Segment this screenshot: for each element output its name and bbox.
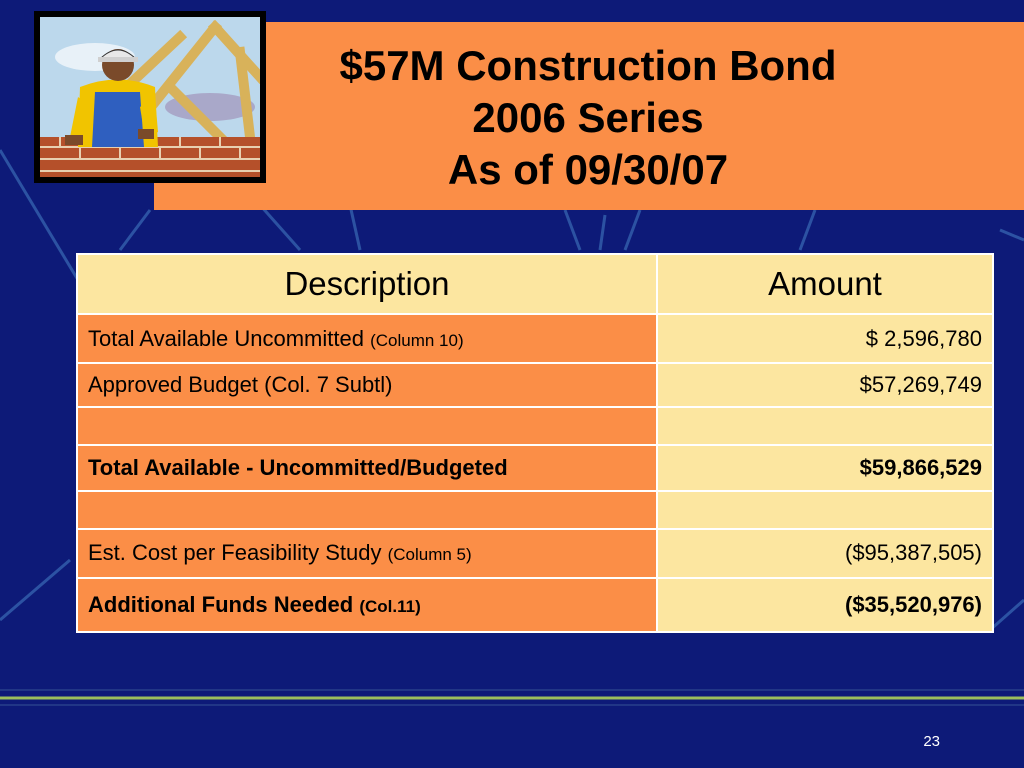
- table-row: [77, 529, 993, 577]
- description-text: Est. Cost per Feasibility Study: [88, 540, 382, 566]
- table-row-total: [77, 578, 993, 632]
- description-text: Additional Funds Needed: [88, 591, 354, 617]
- table-row-total: [77, 445, 993, 490]
- row-amount: [657, 491, 993, 529]
- title-line-3: As of 09/30/07: [447, 146, 729, 193]
- title-line-1: $57M Construction Bond: [339, 42, 837, 89]
- description-text: Total Available Uncommitted: [88, 325, 364, 351]
- construction-worker-clipart: [34, 11, 266, 183]
- table-row-empty: [77, 491, 993, 529]
- row-description: [77, 578, 657, 632]
- header-description: Description: [77, 254, 657, 314]
- row-amount: $ 2,596,780: [657, 314, 993, 362]
- slide-title: [262, 40, 914, 196]
- row-description: Total Available - Uncommitted/Budgeted: [77, 445, 657, 490]
- row-amount: ($95,387,505): [657, 529, 993, 577]
- row-description: Approved Budget (Col. 7 Subtl): [77, 363, 657, 407]
- header-amount: Amount: [657, 254, 993, 314]
- table-row: [77, 314, 993, 362]
- table-row-empty: [77, 407, 993, 445]
- row-description: [77, 407, 657, 445]
- table-header-row: [77, 254, 993, 314]
- row-amount: $59,866,529: [657, 445, 993, 490]
- page-number: 23: [923, 733, 940, 750]
- row-description: [77, 529, 657, 577]
- title-line-2: 2006 Series: [472, 94, 704, 141]
- table-row: [77, 363, 993, 407]
- construction-worker-icon: [40, 17, 260, 177]
- row-amount: $57,269,749: [657, 363, 993, 407]
- row-description: [77, 314, 657, 362]
- row-description: [77, 491, 657, 529]
- row-amount: ($35,520,976): [657, 578, 993, 632]
- description-note: (Col.11): [359, 596, 421, 616]
- description-note: (Column 10): [370, 330, 464, 350]
- row-amount: [657, 407, 993, 445]
- description-note: (Column 5): [387, 545, 472, 565]
- bond-summary-table: [76, 253, 994, 633]
